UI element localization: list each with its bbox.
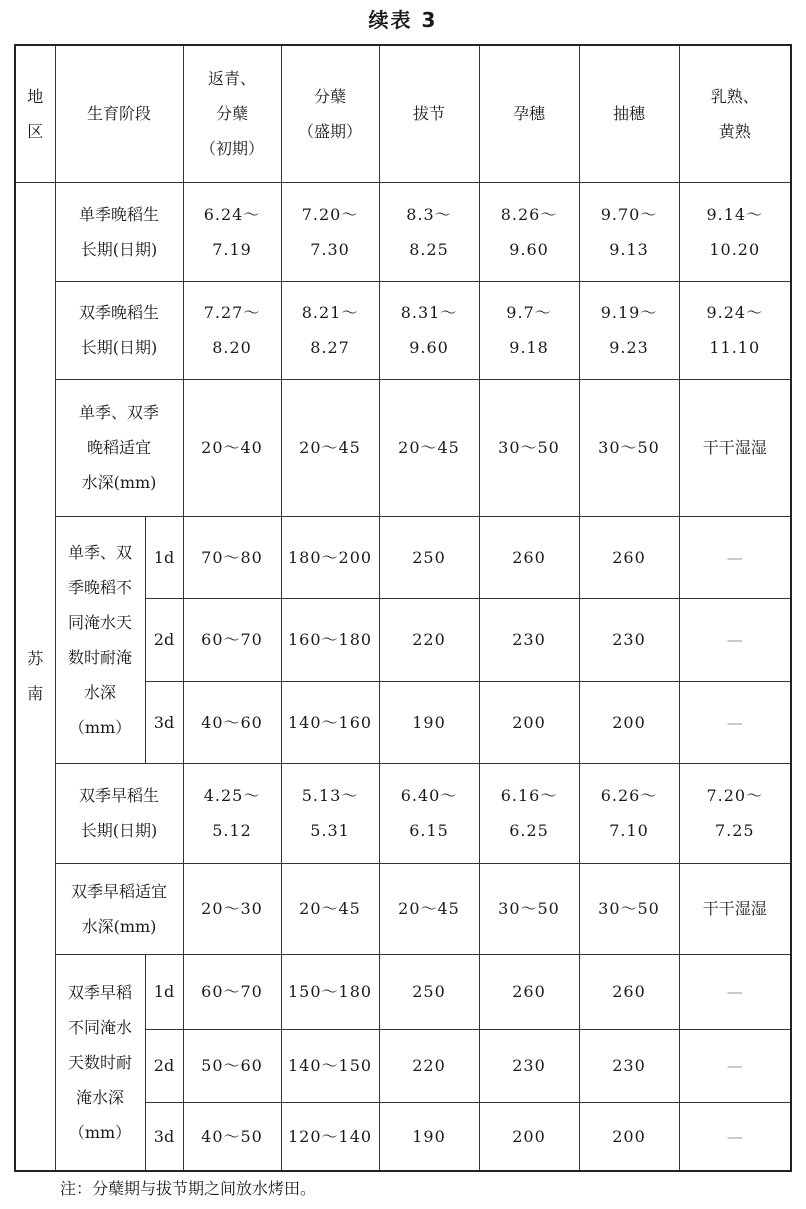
- table-cell: —: [679, 954, 791, 1029]
- table-cell: 260: [579, 516, 679, 598]
- table-cell: 9.14～ 10.20: [679, 182, 791, 281]
- row-label: 单季、双季 晚稻适宜 水深(mm): [55, 379, 183, 516]
- table-cell: 200: [579, 1102, 679, 1171]
- table-cell: 6.40～ 6.15: [379, 763, 479, 863]
- table-cell: 30～50: [479, 863, 579, 954]
- row-label: 双季早稻 不同淹水 天数时耐 淹水深 （mm）: [55, 954, 145, 1171]
- row-label: 双季早稻生 长期(日期): [55, 763, 183, 863]
- table-cell: 250: [379, 954, 479, 1029]
- table-cell: 140～160: [281, 681, 379, 763]
- table-cell: 260: [579, 954, 679, 1029]
- header-col-1: 返青、 分蘖 （初期）: [183, 45, 281, 182]
- table-cell: 7.20～ 7.30: [281, 182, 379, 281]
- table-cell: 220: [379, 1029, 479, 1102]
- table-cell: —: [679, 516, 791, 598]
- table-cell: 6.26～ 7.10: [579, 763, 679, 863]
- table-cell: 220: [379, 598, 479, 681]
- header-col-6: 乳熟、 黄熟: [679, 45, 791, 182]
- table-cell: 8.31～ 9.60: [379, 281, 479, 379]
- table-cell: 干干湿湿: [679, 863, 791, 954]
- table-cell: 8.26～ 9.60: [479, 182, 579, 281]
- table-cell: 30～50: [479, 379, 579, 516]
- table-cell: 160～180: [281, 598, 379, 681]
- table-cell: 230: [479, 1029, 579, 1102]
- header-col-2: 分蘖 （盛期）: [281, 45, 379, 182]
- table-cell: —: [679, 681, 791, 763]
- table-cell: 6.24～ 7.19: [183, 182, 281, 281]
- table-cell: 20～45: [379, 379, 479, 516]
- rice-water-depth-table: [14, 44, 792, 1172]
- day-label: 2d: [145, 1029, 183, 1102]
- day-label: 1d: [145, 954, 183, 1029]
- table-cell: 40～50: [183, 1102, 281, 1171]
- table-cell: 180～200: [281, 516, 379, 598]
- table-cell: 190: [379, 681, 479, 763]
- row-label: 双季晚稻生 长期(日期): [55, 281, 183, 379]
- table-cell: 50～60: [183, 1029, 281, 1102]
- day-label: 1d: [145, 516, 183, 598]
- table-row: [15, 379, 791, 516]
- row-label: 单季、双 季晚稻不 同淹水天 数时耐淹 水深 （mm）: [55, 516, 145, 763]
- table-footnote: 注：分蘖期与拔节期之间放水烤田。: [60, 1179, 317, 1198]
- table-cell: 140～150: [281, 1029, 379, 1102]
- table-cell: 5.13～ 5.31: [281, 763, 379, 863]
- table-cell: 60～70: [183, 954, 281, 1029]
- table-row: [15, 516, 791, 598]
- table-row: [15, 182, 791, 281]
- table-cell: 20～40: [183, 379, 281, 516]
- table-cell: 干干湿湿: [679, 379, 791, 516]
- table-cell: 20～45: [281, 379, 379, 516]
- table-row: [15, 863, 791, 954]
- table-cell: —: [679, 598, 791, 681]
- table-cell: 260: [479, 516, 579, 598]
- header-col-5: 抽穗: [579, 45, 679, 182]
- region-cell: 苏 南: [15, 182, 55, 1171]
- table-cell: 190: [379, 1102, 479, 1171]
- table-cell: 60～70: [183, 598, 281, 681]
- table-cell: 9.70～ 9.13: [579, 182, 679, 281]
- table-row: [15, 954, 791, 1029]
- table-cell: 230: [579, 598, 679, 681]
- header-col-4: 孕穗: [479, 45, 579, 182]
- table-cell: 200: [579, 681, 679, 763]
- table-cell: 30～50: [579, 863, 679, 954]
- table-cell: 7.27～ 8.20: [183, 281, 281, 379]
- table-cell: 4.25～ 5.12: [183, 763, 281, 863]
- table-cell: 230: [579, 1029, 679, 1102]
- table-cell: 250: [379, 516, 479, 598]
- table-cell: 40～60: [183, 681, 281, 763]
- table-cell: 20～45: [379, 863, 479, 954]
- row-label: 单季晚稻生 长期(日期): [55, 182, 183, 281]
- table-cell: 20～45: [281, 863, 379, 954]
- table-cell: 9.7～ 9.18: [479, 281, 579, 379]
- table-cell: 9.19～ 9.23: [579, 281, 679, 379]
- table-cell: —: [679, 1102, 791, 1171]
- table-cell: 70～80: [183, 516, 281, 598]
- table-cell: 200: [479, 681, 579, 763]
- table-cell: 230: [479, 598, 579, 681]
- table-cell: 6.16～ 6.25: [479, 763, 579, 863]
- table-cell: 150～180: [281, 954, 379, 1029]
- table-cell: 7.20～ 7.25: [679, 763, 791, 863]
- table-cell: —: [679, 1029, 791, 1102]
- table-title: 续表 3: [368, 8, 438, 32]
- table-row: [15, 281, 791, 379]
- table-row: [15, 763, 791, 863]
- table-cell: 200: [479, 1102, 579, 1171]
- table-cell: 260: [479, 954, 579, 1029]
- header-col-3: 拔节: [379, 45, 479, 182]
- table-cell: 8.3～ 8.25: [379, 182, 479, 281]
- table-cell: 120～140: [281, 1102, 379, 1171]
- table-cell: 20～30: [183, 863, 281, 954]
- header-stage: 生育阶段: [55, 45, 183, 182]
- header-row: [15, 45, 791, 182]
- table-cell: 8.21～ 8.27: [281, 281, 379, 379]
- day-label: 3d: [145, 681, 183, 763]
- header-region: 地 区: [15, 45, 55, 182]
- day-label: 3d: [145, 1102, 183, 1171]
- table-cell: 9.24～ 11.10: [679, 281, 791, 379]
- table-cell: 30～50: [579, 379, 679, 516]
- day-label: 2d: [145, 598, 183, 681]
- row-label: 双季早稻适宜 水深(mm): [55, 863, 183, 954]
